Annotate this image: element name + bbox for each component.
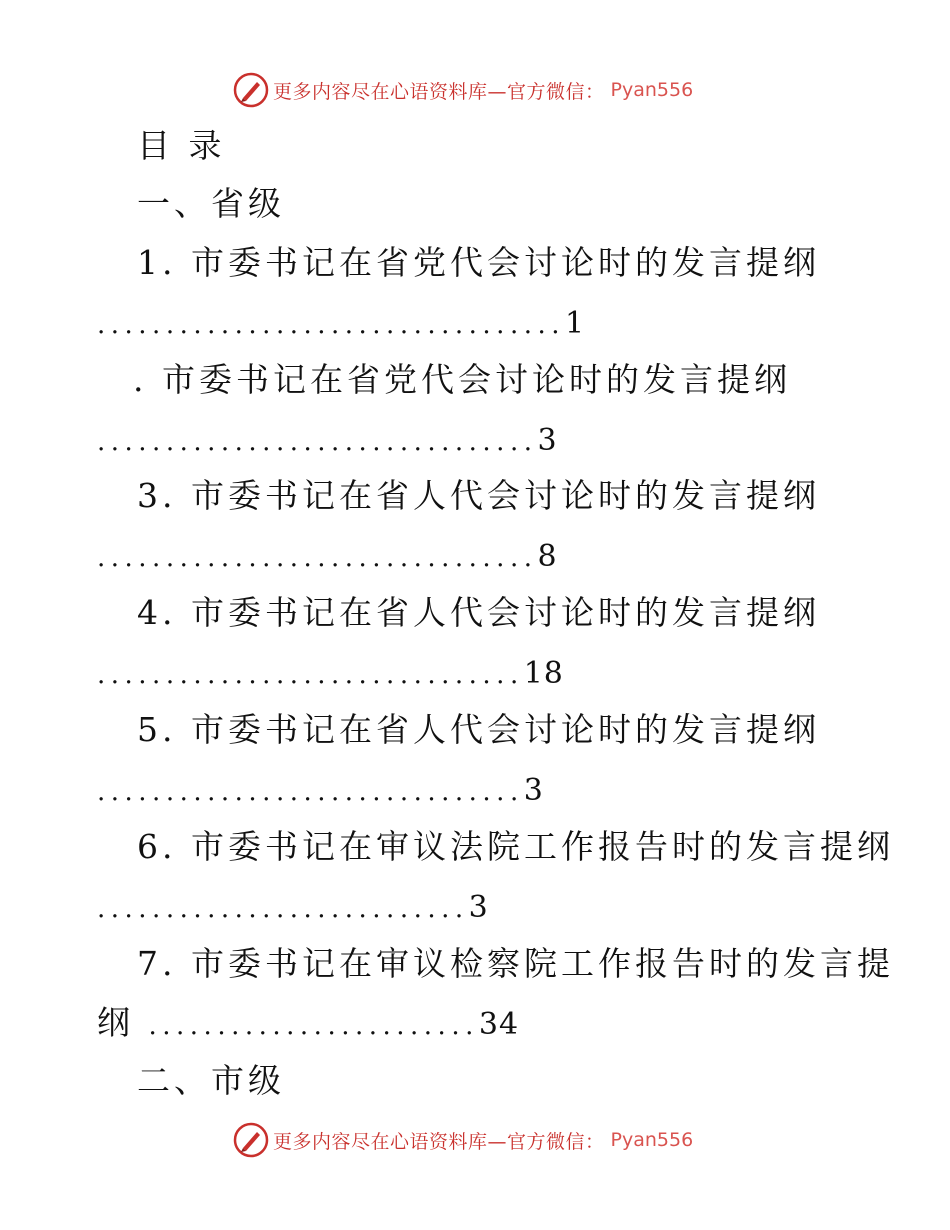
toc-item-leader xyxy=(97,769,544,809)
toc-item-leader xyxy=(97,1003,519,1043)
page-number: 3 xyxy=(468,890,489,925)
watermark-text: 更多内容尽在心语资料库—官方微信： xyxy=(273,1130,605,1153)
section-heading-municipal: 二、市级 xyxy=(137,1061,285,1100)
toc-item-leader xyxy=(97,886,489,926)
watermark-wechat-id: Pyan556 xyxy=(610,79,694,101)
section-heading-provincial: 一、省级 xyxy=(137,184,285,223)
pen-logo-icon xyxy=(233,1122,269,1158)
dot-leader: ............................... xyxy=(97,660,524,690)
watermark-wechat-id: Pyan556 xyxy=(610,1129,694,1151)
watermark-footer xyxy=(233,1120,693,1160)
dot-leader: .................................. xyxy=(97,310,565,340)
wrapped-title-end: 纲 xyxy=(97,1003,134,1042)
toc-item-leader xyxy=(97,652,564,692)
page-number: 1 xyxy=(565,306,586,341)
watermark-text: 更多内容尽在心语资料库—官方微信： xyxy=(273,80,605,103)
toc-item-title: 7. 市委书记在审议检察院工作报告时的发言提 xyxy=(137,944,894,983)
page-number: 3 xyxy=(537,423,558,458)
toc-item-leader xyxy=(97,419,558,459)
page-number: 34 xyxy=(478,1007,520,1042)
toc-item-title: 6. 市委书记在审议法院工作报告时的发言提纲 xyxy=(137,827,894,866)
toc-item-title: 4. 市委书记在省人代会讨论时的发言提纲 xyxy=(137,593,820,632)
toc-item-title: 3. 市委书记在省人代会讨论时的发言提纲 xyxy=(137,476,820,515)
watermark-header xyxy=(233,70,693,110)
dot-leader: ........................ xyxy=(148,1011,479,1041)
dot-leader: ............................... xyxy=(97,777,524,807)
dot-leader: ........................... xyxy=(97,894,469,924)
toc-item-title: . 市委书记在省党代会讨论时的发言提纲 xyxy=(133,360,791,399)
page-number: 8 xyxy=(537,539,558,574)
pen-logo-icon xyxy=(233,72,269,108)
dot-leader: ................................ xyxy=(97,427,538,457)
dot-leader: ................................ xyxy=(97,543,538,573)
toc-item-title: 5. 市委书记在省人代会讨论时的发言提纲 xyxy=(137,710,820,749)
toc-item-leader xyxy=(97,535,558,575)
page-number: 18 xyxy=(523,656,564,691)
toc-title: 目 录 xyxy=(137,126,226,165)
page-number: 3 xyxy=(523,773,544,808)
toc-item-title: 1. 市委书记在省党代会讨论时的发言提纲 xyxy=(137,243,820,282)
toc-item-leader xyxy=(97,302,585,342)
